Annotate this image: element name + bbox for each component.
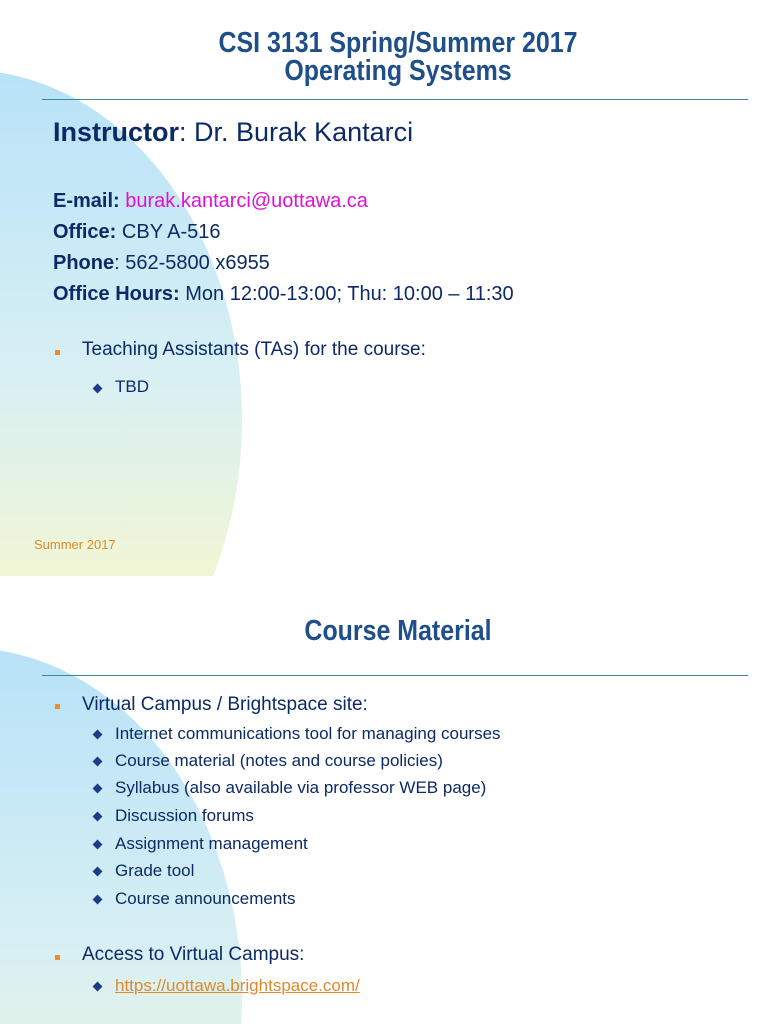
phone-label: Phone <box>53 252 115 274</box>
slide-separator <box>0 576 768 592</box>
phone-line <box>53 252 270 275</box>
email-line <box>53 190 368 213</box>
ta-bullet-text: Teaching Assistants (TAs) for the course: <box>82 339 426 360</box>
instructor-label: Instructor <box>53 117 180 147</box>
instructor-name: : Dr. Burak Kantarci <box>179 117 414 147</box>
phone-value: : 562-5800 x6955 <box>114 252 270 274</box>
office-hours-label: Office Hours: <box>53 283 180 305</box>
office-hours-value: Mon 12:00-13:00; Thu: 10:00 – 11:30 <box>185 283 514 305</box>
office-value: CBY A-516 <box>121 221 221 243</box>
sub-item-assignment-management: Assignment management <box>115 834 308 853</box>
course-material-title: Course Material <box>304 615 492 647</box>
access-bullet-text: Access to Virtual Campus: <box>82 944 305 965</box>
sub-item-grade-tool: Grade tool <box>115 861 195 880</box>
instructor-line <box>53 117 413 148</box>
square-bullet-icon <box>55 350 60 355</box>
slide-footer: Summer 2017 <box>34 537 116 552</box>
office-label: Office: <box>53 221 117 243</box>
sub-item-internet-tool: Internet communications tool for managing courses <box>115 724 501 743</box>
square-bullet-icon <box>55 704 60 709</box>
office-line <box>53 221 221 244</box>
ta-sub-item: TBD <box>115 377 149 396</box>
square-bullet-icon <box>55 955 60 960</box>
sub-item-discussion-forums: Discussion forums <box>115 806 254 825</box>
email-value[interactable]: burak.kantarci@uottawa.ca <box>125 190 368 212</box>
title-divider <box>42 675 748 676</box>
sub-item-syllabus: Syllabus (also available via professor WEB page) <box>115 778 487 797</box>
slide-title-line-2: Operating Systems <box>284 55 512 87</box>
title-divider <box>42 99 748 100</box>
office-hours-line <box>53 283 514 306</box>
brightspace-link[interactable]: https://uottawa.brightspace.com/ <box>115 976 360 995</box>
sub-item-course-material: Course material (notes and course policies) <box>115 751 443 770</box>
email-label: E-mail: <box>53 190 120 212</box>
brightspace-bullet-text: Virtual Campus / Brightspace site: <box>82 694 368 715</box>
slide-title-line-1: CSI 3131 Spring/Summer 2017 <box>218 27 578 59</box>
sub-item-course-announcements: Course announcements <box>115 889 296 908</box>
